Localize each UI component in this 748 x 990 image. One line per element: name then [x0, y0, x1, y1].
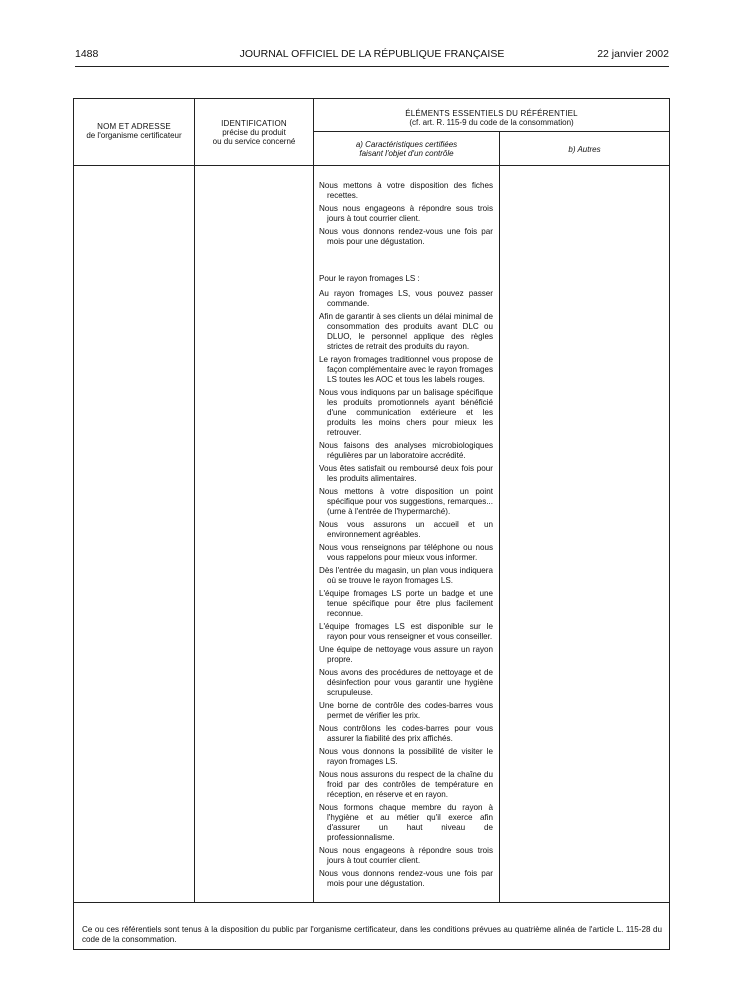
criteria-block-1: [319, 181, 493, 250]
column-divider-2: [313, 98, 314, 902]
criterion-item: Nous vous donnons rendez-vous une fois par mois pour une dégustation.: [319, 869, 493, 888]
criterion-item: Le rayon fromages traditionnel vous propose de façon complémentaire avec le rayon fromages LS toutes les AOC et tous les labels rouges.: [319, 355, 494, 384]
criterion-item: Nous nous assurons du respect de la chaîne du froid par des contrôles de température en réception, en réserve et en rayon.: [319, 770, 493, 799]
column-divider-3: [499, 131, 500, 902]
criterion-item: Nous vous renseignons par téléphone ou nous vous rappelons pour mieux vous informer.: [319, 543, 493, 562]
column-divider-1: [194, 98, 195, 902]
criterion-item: Une borne de contrôle des codes-barres vous permet de vérifier les prix.: [319, 701, 493, 720]
column-header-autres: b) Autres: [568, 145, 601, 154]
journal-title: JOURNAL OFFICIEL DE LA RÉPUBLIQUE FRANÇAISE: [239, 48, 505, 60]
criterion-item: Afin de garantir à ses clients un délai minimal de consommation des produits avant DLC ou DLUO, le personnel applique des règles strictes de retrait des produits du rayon.: [319, 312, 493, 351]
table-body-bottom-rule: [73, 902, 670, 903]
criterion-item: L'équipe fromages LS porte un badge et une tenue spécifique pour être plus facilement reconnue.: [319, 589, 493, 618]
header-bottom-rule: [73, 165, 670, 166]
criterion-item: L'équipe fromages LS est disponible sur le rayon pour vous renseigner et vous conseiller.: [319, 622, 493, 641]
subheader-rule: [313, 131, 670, 132]
criterion-item: Nous nous engageons à répondre sous trois jours à tout courrier client.: [319, 204, 493, 223]
column-header-identification: IDENTIFICATION précise du produit ou du service concerné: [212, 119, 296, 146]
criterion-item: Au rayon fromages LS, vous pouvez passer commande.: [319, 289, 493, 308]
criterion-item: Une équipe de nettoyage vous assure un rayon propre.: [319, 645, 493, 664]
criterion-item: Nous avons des procédures de nettoyage et de désinfection pour vous garantir une hygiène scrupuleuse.: [319, 668, 493, 697]
criterion-item: Nous vous indiquons par un balisage spécifique les produits promotionnels ayant bénéficié d'une communication extérieure et les produits les moins chers pour mieux les retrouver.: [319, 388, 493, 437]
column-header-organisme: NOM ET ADRESSE de l'organisme certificateur: [86, 122, 182, 140]
criterion-item: Nous nous engageons à répondre sous trois jours à tout courrier client.: [319, 846, 493, 865]
criterion-item: Nous vous donnons rendez-vous une fois par mois pour une dégustation.: [319, 227, 493, 246]
criterion-item: Nous formons chaque membre du rayon à l'hygiène et au métier qu'il exerce afin d'assurer un haut niveau de professionnalisme.: [319, 803, 493, 842]
criterion-item: Nous contrôlons les codes-barres pour vous assurer la fiabilité des prix affichés.: [319, 724, 493, 743]
column-group-header: ÉLÉMENTS ESSENTIELS DU RÉFÉRENTIEL (cf. art. R. 115-9 du code de la consommation): [405, 109, 578, 127]
criterion-item: Nous faisons des analyses microbiologiques régulières par un laboratoire accrédité.: [319, 441, 493, 460]
table-footnote: Ce ou ces référentiels sont tenus à la disposition du public par l'organisme certificateur, dans les conditions prévues au quatrième alinéa de l'article L. 115-28 du code de la consommation.: [82, 925, 662, 944]
page-header: [75, 48, 669, 62]
criterion-item: Nous mettons à votre disposition un point spécifique pour vos suggestions, remarques... (urne à l'entrée de l'hypermarché).: [319, 487, 493, 516]
publication-date: 22 janvier 2002: [597, 48, 669, 60]
criterion-item: Nous vous assurons un accueil et un environnement agréables.: [319, 520, 493, 539]
page-number: 1488: [75, 48, 99, 60]
criterion-item: Dès l'entrée du magasin, un plan vous indiquera où se trouve le rayon fromages LS.: [319, 566, 493, 585]
criterion-item: Vous êtes satisfait ou remboursé deux fois pour les produits alimentaires.: [319, 464, 493, 483]
criteria-block-2: [319, 274, 493, 892]
column-header-caracteristiques: a) Caractéristiques certifiées faisant l'objet d'un contrôle: [355, 140, 458, 158]
section-intro: Pour le rayon fromages LS :: [319, 274, 420, 283]
criterion-item: Nous mettons à votre disposition des fiches recettes.: [319, 181, 493, 200]
header-rule: [75, 66, 669, 67]
criterion-item: Nous vous donnons la possibilité de visiter le rayon fromages LS.: [319, 747, 493, 766]
